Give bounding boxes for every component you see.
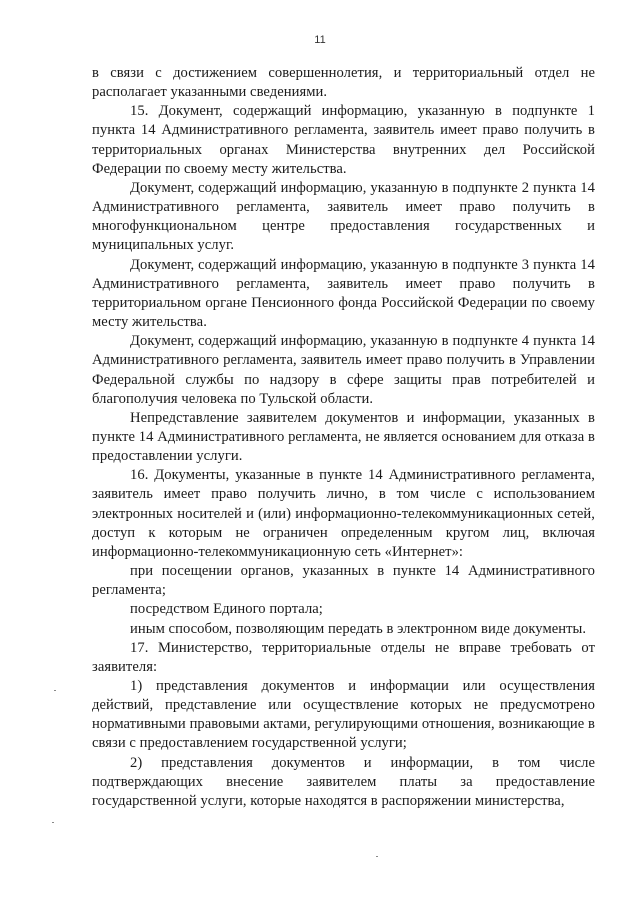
page-number: 11 xyxy=(314,34,326,46)
scan-speck xyxy=(376,856,378,857)
paragraph-16-option-portal: посредством Единого портала; xyxy=(130,601,323,618)
paragraph-16: 16. Документы, указанные в пункте 14 Административного регламента, заявитель имеет право получить лично, в том числе с использованием электронных носителей и (или) информационно-телекоммуникационных сетей, доступ к которым не ограничен определенным кругом лиц, включая информационно-телекоммуникационную сеть «Интернет»: xyxy=(92,467,595,560)
scan-speck xyxy=(54,690,56,691)
document-body xyxy=(92,64,595,811)
paragraph-16-option-visit: при посещении органов, указанных в пункте 14 Административного регламента; xyxy=(92,563,595,599)
paragraph-subitem-4: Документ, содержащий информацию, указанную в подпункте 4 пункта 14 Административного регламента, заявитель имеет право получить в Управлении Федеральной службы по надзору в сфере защиты прав потребителей и благополучия человека по Тульской области. xyxy=(92,333,595,407)
paragraph-subitem-3: Документ, содержащий информацию, указанную в подпункте 3 пункта 14 Административного регламента, заявитель имеет право получить в территориальном органе Пенсионного фонда Российской Федерации по своему месту жительства. xyxy=(92,256,595,331)
paragraph-17-item-2: 2) представления документов и информации, в том числе подтверждающих внесение заявителем платы за предоставление государственной услуги, которые находятся в распоряжении министерства, xyxy=(92,754,595,809)
paragraph-continuation: в связи с достижением совершеннолетия, и территориальный отдел не располагает указанными сведениями. xyxy=(92,65,595,101)
paragraph-17-item-1: 1) представления документов и информации или осуществления действий, представление или осуществление которых не предусмотрено нормативными правовыми актами, регулирующими отношения, возникающие в связи с предоставлением государственной услуги; xyxy=(92,678,595,752)
paragraph-non-submission: Непредставление заявителем документов и информации, указанных в пункте 14 Административного регламента, не является основанием для отказа в предоставлении услуги. xyxy=(92,409,595,465)
paragraph-15: 15. Документ, содержащий информацию, указанную в подпункте 1 пункта 14 Административного регламента, заявитель имеет право получить в территориальных органах Министерства внутренних дел Российской Федерации по своему месту жительства. xyxy=(92,103,595,177)
paragraph-17: 17. Министерство, территориальные отделы не вправе требовать от заявителя: xyxy=(92,639,595,675)
scan-speck xyxy=(52,822,54,823)
paragraph-subitem-2: Документ, содержащий информацию, указанную в подпункте 2 пункта 14 Административного регламента, заявитель имеет право получить в многофункциональном центре предоставления государственных и муниципальных услуг. xyxy=(92,179,595,254)
paragraph-16-option-other: иным способом, позволяющим передать в электронном виде документы. xyxy=(130,620,587,637)
